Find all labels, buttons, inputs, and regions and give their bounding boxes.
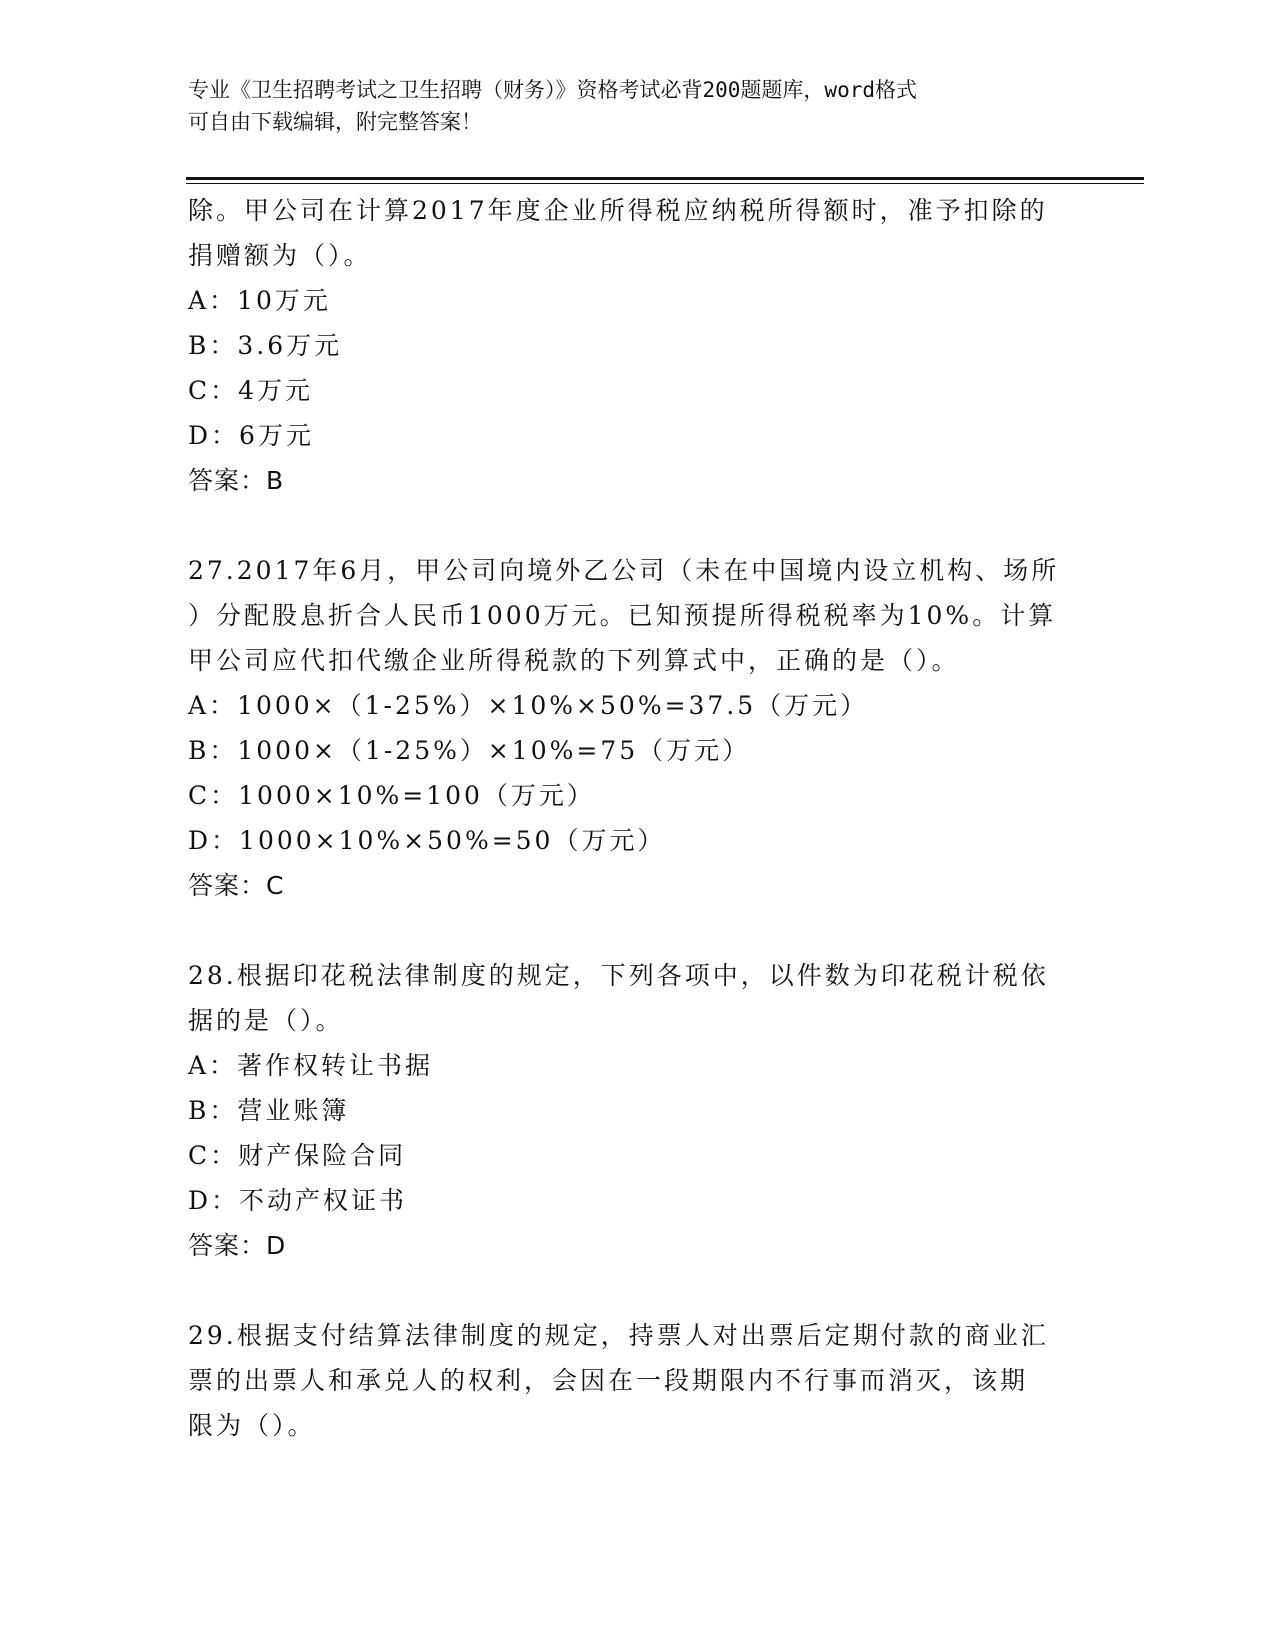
question-stem-line: 据的是（）。	[188, 1006, 344, 1035]
question-stem-line: 28.根据印花税法律制度的规定，下列各项中，以件数为印花税计税依	[188, 961, 1049, 990]
question-stem-line: 票的出票人和承兑人的权利，会因在一段期限内不行事而消灭，该期	[188, 1366, 1029, 1395]
option-c: C：1000×10%=100（万元）	[188, 781, 595, 810]
question-stem-line: 捐赠额为（）。	[188, 241, 372, 270]
option-d: D：不动产权证书	[188, 1186, 408, 1215]
question-29	[188, 1313, 1078, 1448]
header-divider-thick	[186, 177, 1144, 180]
question-stem-line: 甲公司应代扣代缴企业所得税款的下列算式中，正确的是（）。	[188, 646, 960, 675]
question-stem-line: 27.2017年6月，甲公司向境外乙公司（未在中国境内设立机构、场所	[188, 556, 1060, 585]
header-line-1: 专业《卫生招聘考试之卫生招聘（财务）》资格考试必背200题题库，word格式	[188, 78, 917, 102]
option-a: A：1000×（1-25%）×10%×50%=37.5（万元）	[188, 691, 869, 720]
option-a: A：著作权转让书据	[188, 1051, 434, 1080]
header-divider-thin	[186, 183, 1144, 184]
question-stem-line: 限为（）。	[188, 1411, 316, 1440]
option-b: B：1000×（1-25%）×10%=75（万元）	[188, 736, 751, 765]
option-b: B：3.6万元	[188, 331, 343, 360]
question-26	[188, 188, 1078, 503]
option-a: A：10万元	[188, 286, 331, 315]
option-c: C：财产保险合同	[188, 1141, 407, 1170]
question-stem-line: ）分配股息折合人民币1000万元。已知预提所得税税率为10%。计算	[188, 601, 1057, 630]
question-27	[188, 548, 1078, 908]
answer-line: 答案：C	[188, 871, 285, 900]
question-28	[188, 953, 1078, 1268]
option-d: D：6万元	[188, 421, 314, 450]
option-b: B：营业账簿	[188, 1096, 350, 1125]
question-spacer	[188, 1268, 1078, 1313]
document-header	[188, 74, 1088, 138]
answer-line: 答案：D	[188, 1231, 287, 1260]
question-spacer	[188, 503, 1078, 548]
document-body	[188, 188, 1078, 1448]
option-d: D：1000×10%×50%=50（万元）	[188, 826, 666, 855]
header-line-2: 可自由下载编辑，附完整答案！	[188, 110, 482, 134]
question-stem-line: 29.根据支付结算法律制度的规定，持票人对出票后定期付款的商业汇	[188, 1321, 1049, 1350]
answer-line: 答案：B	[188, 466, 285, 495]
question-stem-line: 除。甲公司在计算2017年度企业所得税应纳税所得额时，准予扣除的	[188, 196, 1048, 225]
question-spacer	[188, 908, 1078, 953]
option-c: C：4万元	[188, 376, 314, 405]
